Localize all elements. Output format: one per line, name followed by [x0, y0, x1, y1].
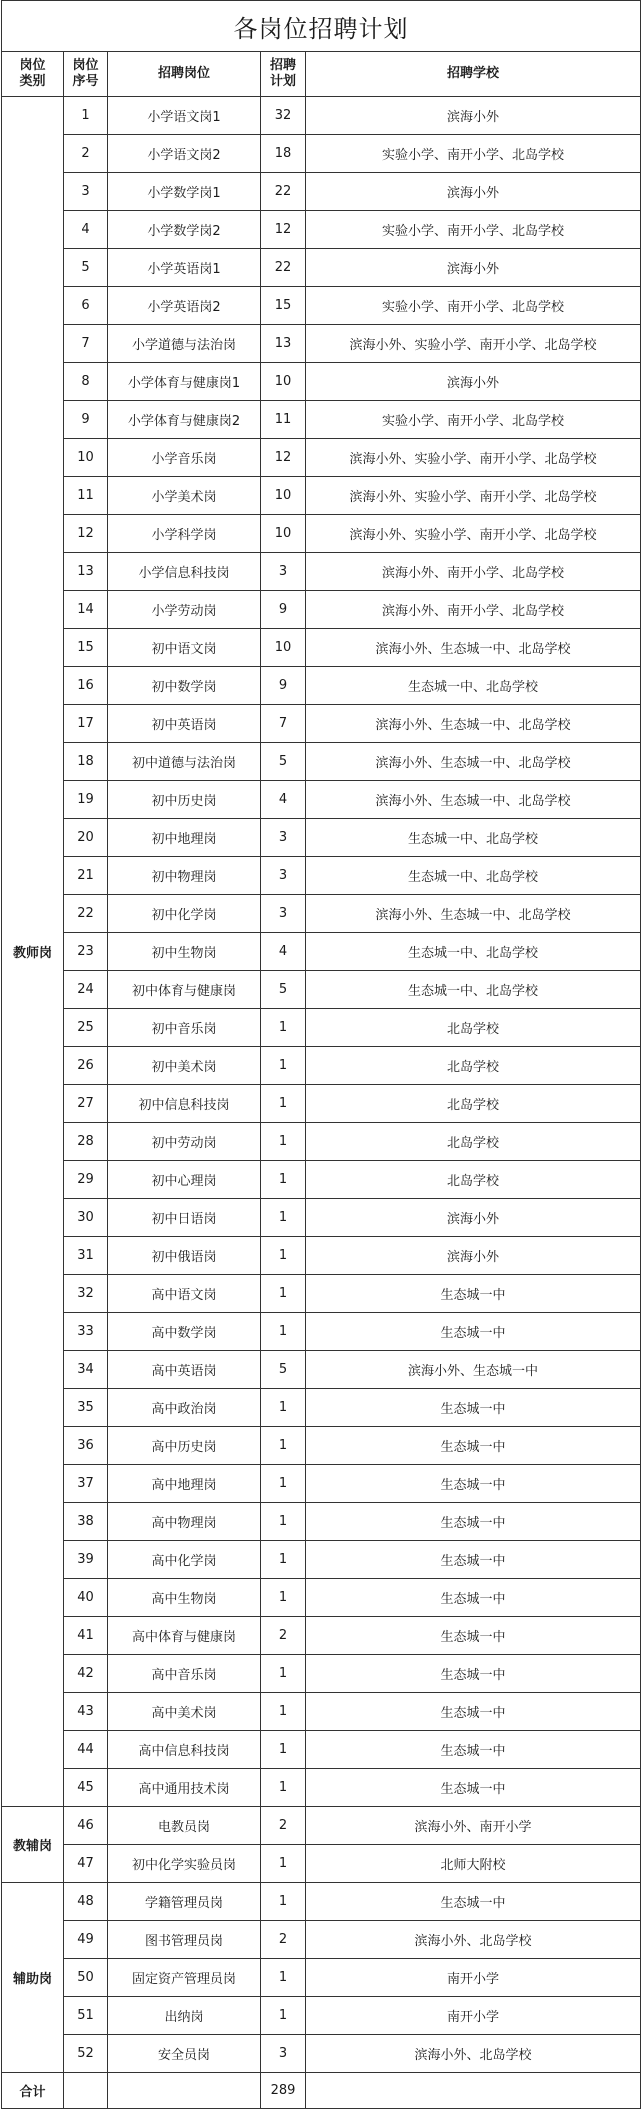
seq-cell: 4: [64, 211, 108, 249]
table-row: [2, 1389, 641, 1427]
total-row: [2, 2073, 641, 2109]
table-row: [2, 173, 641, 211]
table-row: [2, 1199, 641, 1237]
schools-cell: 生态城一中: [306, 1389, 641, 1427]
seq-cell: 24: [64, 971, 108, 1009]
schools-cell: 滨海小外、实验小学、南开小学、北岛学校: [306, 325, 641, 363]
table-row: [2, 477, 641, 515]
table-row: [2, 1807, 641, 1845]
table-row: [2, 1465, 641, 1503]
plan-cell: 32: [261, 97, 306, 135]
plan-cell: 15: [261, 287, 306, 325]
schools-cell: 滨海小外、北岛学校: [306, 2035, 641, 2073]
seq-cell: 39: [64, 1541, 108, 1579]
schools-cell: 生态城一中、北岛学校: [306, 933, 641, 971]
schools-cell: 北岛学校: [306, 1161, 641, 1199]
position-cell: 小学美术岗: [108, 477, 261, 515]
schools-cell: 滨海小外、南开小学、北岛学校: [306, 591, 641, 629]
plan-cell: 1: [261, 1693, 306, 1731]
header-seq-line1: 岗位: [72, 58, 99, 73]
schools-cell: 生态城一中: [306, 1503, 641, 1541]
plan-cell: 1: [261, 1465, 306, 1503]
seq-cell: 34: [64, 1351, 108, 1389]
schools-cell: 生态城一中: [306, 1655, 641, 1693]
seq-cell: 11: [64, 477, 108, 515]
seq-cell: 45: [64, 1769, 108, 1807]
plan-cell: 1: [261, 1503, 306, 1541]
seq-cell: 50: [64, 1959, 108, 1997]
category-cell: 教辅岗: [2, 1807, 64, 1883]
table-row: [2, 895, 641, 933]
position-cell: 小学体育与健康岗1: [108, 363, 261, 401]
position-cell: 初中美术岗: [108, 1047, 261, 1085]
table-row: [2, 1959, 641, 1997]
schools-cell: 滨海小外: [306, 173, 641, 211]
table-row: [2, 249, 641, 287]
position-cell: 小学体育与健康岗2: [108, 401, 261, 439]
schools-cell: 生态城一中: [306, 1693, 641, 1731]
table-row: [2, 553, 641, 591]
table-row: [2, 1351, 641, 1389]
seq-cell: 44: [64, 1731, 108, 1769]
seq-cell: 22: [64, 895, 108, 933]
position-cell: 初中化学实验员岗: [108, 1845, 261, 1883]
position-cell: 高中历史岗: [108, 1427, 261, 1465]
position-cell: 高中信息科技岗: [108, 1731, 261, 1769]
table-row: [2, 287, 641, 325]
plan-cell: 1: [261, 1199, 306, 1237]
table-row: [2, 135, 641, 173]
table-row: [2, 1009, 641, 1047]
table-row: [2, 629, 641, 667]
plan-cell: 2: [261, 1921, 306, 1959]
table-row: [2, 1731, 641, 1769]
seq-cell: 16: [64, 667, 108, 705]
seq-cell: 15: [64, 629, 108, 667]
plan-cell: 1: [261, 1313, 306, 1351]
position-cell: 小学英语岗2: [108, 287, 261, 325]
seq-cell: 41: [64, 1617, 108, 1655]
seq-cell: 17: [64, 705, 108, 743]
plan-cell: 1: [261, 1047, 306, 1085]
seq-cell: 27: [64, 1085, 108, 1123]
seq-cell: 23: [64, 933, 108, 971]
seq-cell: 10: [64, 439, 108, 477]
position-cell: 高中生物岗: [108, 1579, 261, 1617]
position-cell: 高中音乐岗: [108, 1655, 261, 1693]
position-cell: 图书管理员岗: [108, 1921, 261, 1959]
position-cell: 小学数学岗2: [108, 211, 261, 249]
header-plan-line2: 计划: [269, 74, 296, 89]
schools-cell: 生态城一中: [306, 1313, 641, 1351]
plan-cell: 9: [261, 591, 306, 629]
schools-cell: 南开小学: [306, 1997, 641, 2035]
plan-cell: 1: [261, 1123, 306, 1161]
position-cell: 初中音乐岗: [108, 1009, 261, 1047]
seq-cell: 38: [64, 1503, 108, 1541]
seq-cell: 48: [64, 1883, 108, 1921]
plan-cell: 1: [261, 1655, 306, 1693]
schools-cell: 生态城一中: [306, 1579, 641, 1617]
table-row: [2, 1275, 641, 1313]
schools-cell: 生态城一中: [306, 1427, 641, 1465]
table-row: [2, 1237, 641, 1275]
total-position: [108, 2073, 261, 2109]
position-cell: 初中俄语岗: [108, 1237, 261, 1275]
seq-cell: 3: [64, 173, 108, 211]
seq-cell: 5: [64, 249, 108, 287]
table-row: [2, 781, 641, 819]
schools-cell: 生态城一中: [306, 1465, 641, 1503]
schools-cell: 滨海小外、生态城一中、北岛学校: [306, 781, 641, 819]
schools-cell: 滨海小外: [306, 363, 641, 401]
seq-cell: 21: [64, 857, 108, 895]
table-row: [2, 1085, 641, 1123]
position-cell: 小学科学岗: [108, 515, 261, 553]
plan-cell: 10: [261, 477, 306, 515]
position-cell: 高中物理岗: [108, 1503, 261, 1541]
plan-cell: 3: [261, 819, 306, 857]
seq-cell: 28: [64, 1123, 108, 1161]
position-cell: 小学道德与法治岗: [108, 325, 261, 363]
position-cell: 初中地理岗: [108, 819, 261, 857]
position-cell: 初中信息科技岗: [108, 1085, 261, 1123]
category-cell: 教师岗: [2, 97, 64, 1807]
seq-cell: 20: [64, 819, 108, 857]
table-row: [2, 1845, 641, 1883]
header-schools: 招聘学校: [306, 52, 641, 97]
plan-cell: 22: [261, 173, 306, 211]
seq-cell: 7: [64, 325, 108, 363]
seq-cell: 40: [64, 1579, 108, 1617]
header-position: 招聘岗位: [108, 52, 261, 97]
seq-cell: 32: [64, 1275, 108, 1313]
table-row: [2, 515, 641, 553]
table-row: [2, 1047, 641, 1085]
seq-cell: 26: [64, 1047, 108, 1085]
table-row: [2, 1693, 641, 1731]
plan-cell: 2: [261, 1807, 306, 1845]
title-row: [2, 1, 641, 52]
position-cell: 高中数学岗: [108, 1313, 261, 1351]
position-cell: 初中劳动岗: [108, 1123, 261, 1161]
table-row: [2, 401, 641, 439]
seq-cell: 30: [64, 1199, 108, 1237]
seq-cell: 47: [64, 1845, 108, 1883]
position-cell: 初中日语岗: [108, 1199, 261, 1237]
schools-cell: 滨海小外、生态城一中、北岛学校: [306, 895, 641, 933]
header-plan: [261, 52, 306, 97]
table-row: [2, 1769, 641, 1807]
table-title: 各岗位招聘计划: [2, 1, 641, 52]
schools-cell: 生态城一中: [306, 1275, 641, 1313]
total-plan: 289: [261, 2073, 306, 2109]
schools-cell: 北岛学校: [306, 1123, 641, 1161]
position-cell: 小学信息科技岗: [108, 553, 261, 591]
schools-cell: 生态城一中: [306, 1617, 641, 1655]
position-cell: 初中道德与法治岗: [108, 743, 261, 781]
position-cell: 小学劳动岗: [108, 591, 261, 629]
position-cell: 初中历史岗: [108, 781, 261, 819]
header-row: [2, 52, 641, 97]
table-row: [2, 1883, 641, 1921]
header-seq-line2: 序号: [72, 74, 99, 89]
seq-cell: 51: [64, 1997, 108, 2035]
schools-cell: 北岛学校: [306, 1009, 641, 1047]
schools-cell: 实验小学、南开小学、北岛学校: [306, 211, 641, 249]
schools-cell: 滨海小外: [306, 97, 641, 135]
position-cell: 高中语文岗: [108, 1275, 261, 1313]
position-cell: 初中物理岗: [108, 857, 261, 895]
schools-cell: 滨海小外: [306, 1199, 641, 1237]
schools-cell: 滨海小外、实验小学、南开小学、北岛学校: [306, 439, 641, 477]
plan-cell: 9: [261, 667, 306, 705]
plan-cell: 5: [261, 971, 306, 1009]
position-cell: 初中数学岗: [108, 667, 261, 705]
schools-cell: 实验小学、南开小学、北岛学校: [306, 135, 641, 173]
position-cell: 小学音乐岗: [108, 439, 261, 477]
header-plan-line1: 招聘: [269, 58, 296, 73]
plan-cell: 1: [261, 1959, 306, 1997]
table-row: [2, 667, 641, 705]
plan-cell: 2: [261, 1617, 306, 1655]
schools-cell: 滨海小外、实验小学、南开小学、北岛学校: [306, 515, 641, 553]
position-cell: 小学语文岗2: [108, 135, 261, 173]
seq-cell: 14: [64, 591, 108, 629]
plan-cell: 1: [261, 1541, 306, 1579]
seq-cell: 29: [64, 1161, 108, 1199]
position-cell: 初中体育与健康岗: [108, 971, 261, 1009]
plan-cell: 1: [261, 1161, 306, 1199]
schools-cell: 滨海小外、南开小学、北岛学校: [306, 553, 641, 591]
total-label: 合计: [2, 2073, 64, 2109]
table-row: [2, 2035, 641, 2073]
total-seq: [64, 2073, 108, 2109]
schools-cell: 生态城一中、北岛学校: [306, 971, 641, 1009]
position-cell: 高中通用技术岗: [108, 1769, 261, 1807]
seq-cell: 12: [64, 515, 108, 553]
plan-cell: 4: [261, 781, 306, 819]
position-cell: 小学数学岗1: [108, 173, 261, 211]
position-cell: 高中美术岗: [108, 1693, 261, 1731]
position-cell: 固定资产管理员岗: [108, 1959, 261, 1997]
table-row: [2, 97, 641, 135]
plan-cell: 12: [261, 211, 306, 249]
plan-cell: 1: [261, 1009, 306, 1047]
schools-cell: 生态城一中、北岛学校: [306, 667, 641, 705]
plan-cell: 5: [261, 743, 306, 781]
plan-cell: 1: [261, 1237, 306, 1275]
seq-cell: 1: [64, 97, 108, 135]
schools-cell: 北师大附校: [306, 1845, 641, 1883]
plan-cell: 1: [261, 1997, 306, 2035]
schools-cell: 滨海小外: [306, 1237, 641, 1275]
header-category-line2: 类别: [19, 74, 46, 89]
table-row: [2, 1123, 641, 1161]
position-cell: 初中心理岗: [108, 1161, 261, 1199]
plan-cell: 12: [261, 439, 306, 477]
position-cell: 高中政治岗: [108, 1389, 261, 1427]
table-row: [2, 1617, 641, 1655]
position-cell: 初中化学岗: [108, 895, 261, 933]
position-cell: 初中语文岗: [108, 629, 261, 667]
seq-cell: 9: [64, 401, 108, 439]
seq-cell: 52: [64, 2035, 108, 2073]
plan-cell: 5: [261, 1351, 306, 1389]
plan-cell: 10: [261, 515, 306, 553]
table-row: [2, 819, 641, 857]
position-cell: 小学英语岗1: [108, 249, 261, 287]
schools-cell: 生态城一中、北岛学校: [306, 857, 641, 895]
seq-cell: 42: [64, 1655, 108, 1693]
schools-cell: 南开小学: [306, 1959, 641, 1997]
seq-cell: 35: [64, 1389, 108, 1427]
schools-cell: 滨海小外、生态城一中: [306, 1351, 641, 1389]
seq-cell: 36: [64, 1427, 108, 1465]
category-cell: 辅助岗: [2, 1883, 64, 2073]
table-row: [2, 1503, 641, 1541]
seq-cell: 13: [64, 553, 108, 591]
plan-cell: 1: [261, 1731, 306, 1769]
position-cell: 初中英语岗: [108, 705, 261, 743]
table-row: [2, 1655, 641, 1693]
header-category-line1: 岗位: [19, 58, 46, 73]
table-row: [2, 705, 641, 743]
plan-cell: 3: [261, 857, 306, 895]
plan-cell: 1: [261, 1769, 306, 1807]
schools-cell: 生态城一中: [306, 1731, 641, 1769]
table-row: [2, 1579, 641, 1617]
table-row: [2, 1921, 641, 1959]
plan-cell: 1: [261, 1275, 306, 1313]
plan-cell: 3: [261, 2035, 306, 2073]
seq-cell: 25: [64, 1009, 108, 1047]
schools-cell: 滨海小外、生态城一中、北岛学校: [306, 743, 641, 781]
position-cell: 高中地理岗: [108, 1465, 261, 1503]
seq-cell: 37: [64, 1465, 108, 1503]
schools-cell: 滨海小外、实验小学、南开小学、北岛学校: [306, 477, 641, 515]
seq-cell: 8: [64, 363, 108, 401]
plan-cell: 1: [261, 1579, 306, 1617]
position-cell: 高中体育与健康岗: [108, 1617, 261, 1655]
header-seq: [64, 52, 108, 97]
schools-cell: 北岛学校: [306, 1047, 641, 1085]
plan-cell: 4: [261, 933, 306, 971]
seq-cell: 46: [64, 1807, 108, 1845]
position-cell: 初中生物岗: [108, 933, 261, 971]
plan-cell: 11: [261, 401, 306, 439]
plan-cell: 1: [261, 1845, 306, 1883]
schools-cell: 滨海小外、生态城一中、北岛学校: [306, 705, 641, 743]
plan-cell: 7: [261, 705, 306, 743]
table-row: [2, 439, 641, 477]
seq-cell: 6: [64, 287, 108, 325]
table-row: [2, 363, 641, 401]
table-row: [2, 211, 641, 249]
seq-cell: 43: [64, 1693, 108, 1731]
schools-cell: 滨海小外、生态城一中、北岛学校: [306, 629, 641, 667]
table-body: [2, 97, 641, 2073]
schools-cell: 生态城一中: [306, 1541, 641, 1579]
plan-cell: 13: [261, 325, 306, 363]
plan-cell: 22: [261, 249, 306, 287]
plan-cell: 1: [261, 1389, 306, 1427]
schools-cell: 滨海小外、北岛学校: [306, 1921, 641, 1959]
table-row: [2, 591, 641, 629]
plan-cell: 18: [261, 135, 306, 173]
plan-cell: 3: [261, 553, 306, 591]
seq-cell: 2: [64, 135, 108, 173]
table-row: [2, 933, 641, 971]
plan-cell: 10: [261, 629, 306, 667]
header-category: [2, 52, 64, 97]
schools-cell: 滨海小外、南开小学: [306, 1807, 641, 1845]
schools-cell: 生态城一中: [306, 1883, 641, 1921]
position-cell: 高中英语岗: [108, 1351, 261, 1389]
seq-cell: 49: [64, 1921, 108, 1959]
schools-cell: 滨海小外: [306, 249, 641, 287]
schools-cell: 生态城一中: [306, 1769, 641, 1807]
plan-cell: 1: [261, 1427, 306, 1465]
table-row: [2, 1313, 641, 1351]
plan-cell: 10: [261, 363, 306, 401]
seq-cell: 31: [64, 1237, 108, 1275]
position-cell: 高中化学岗: [108, 1541, 261, 1579]
schools-cell: 生态城一中、北岛学校: [306, 819, 641, 857]
seq-cell: 18: [64, 743, 108, 781]
plan-cell: 3: [261, 895, 306, 933]
table-row: [2, 325, 641, 363]
seq-cell: 33: [64, 1313, 108, 1351]
schools-cell: 北岛学校: [306, 1085, 641, 1123]
schools-cell: 实验小学、南开小学、北岛学校: [306, 401, 641, 439]
position-cell: 出纳岗: [108, 1997, 261, 2035]
table-row: [2, 1541, 641, 1579]
table-row: [2, 971, 641, 1009]
table-row: [2, 1427, 641, 1465]
position-cell: 安全员岗: [108, 2035, 261, 2073]
seq-cell: 19: [64, 781, 108, 819]
table-row: [2, 857, 641, 895]
position-cell: 学籍管理员岗: [108, 1883, 261, 1921]
table-row: [2, 1161, 641, 1199]
schools-cell: 实验小学、南开小学、北岛学校: [306, 287, 641, 325]
table-row: [2, 743, 641, 781]
plan-cell: 1: [261, 1883, 306, 1921]
table-row: [2, 1997, 641, 2035]
plan-cell: 1: [261, 1085, 306, 1123]
recruitment-plan-table: [1, 0, 641, 2109]
position-cell: 小学语文岗1: [108, 97, 261, 135]
total-schools: [306, 2073, 641, 2109]
position-cell: 电教员岗: [108, 1807, 261, 1845]
